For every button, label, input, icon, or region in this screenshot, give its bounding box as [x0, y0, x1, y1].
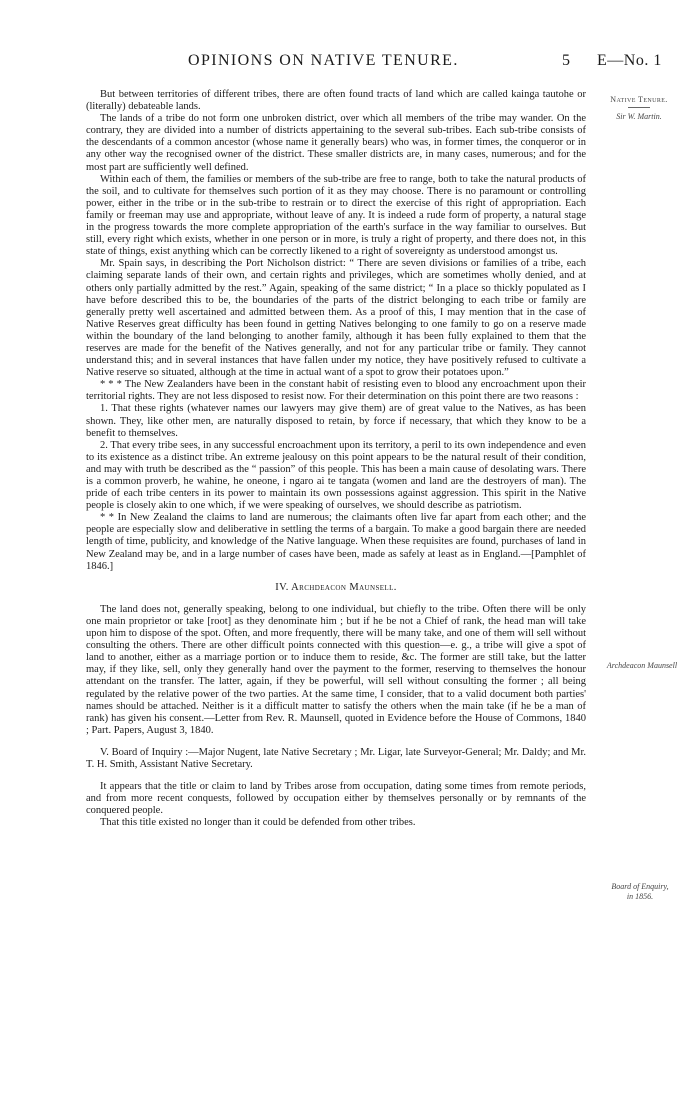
page-number: 5 [562, 52, 570, 69]
page-header [0, 52, 700, 76]
body-text [86, 89, 586, 829]
paragraph-tribal-lands: The lands of a tribe do not form one unbroken district, over which all members of the tribe may wander. On the contrary, they are divided into a number of districts appertaining to the several sub-tribes. Each sub-tribe consists of the descendants of a common ancestor (whose name it generally bears) who was, in former times, the conqueror or in any other way the recognised owner of the district. These smaller districts are, in many cases, numerous; and for the most part are sufficiently well defined. [86, 113, 586, 173]
margin-note-rule [628, 107, 650, 108]
paragraph-mr-spain: Mr. Spain says, in describing the Port Nicholson district: “ There are seven divisions or families of a tribe, each claiming separate lands of their own, and certain rights and privileges, which are sometimes wholly denied, and at others only partially admitted by the rest.” Again, speaking of the same district; “ In a place so thickly populated as I have before described this to be, the boundaries of the parts of the district belonging to each tribe or family are generally pretty well ascertained and admitted between them. As a proof of this, I may mention that in the case of Native Reserves great difficulty has been found in getting Natives belonging to one family to go on a reserve made within the boundary of the land belonging to another family, although it has been fully explained to them that the reserves are made for the benefit of the Natives generally, and not for any particular tribe or family. They cannot understand this; and in several instances that have fallen under my notice, they have positively refused to cultivate a Native reserve so situated, although at the time in actual want of a spot to grow their potatoes upon.” [86, 258, 586, 379]
paragraph-board-of-inquiry: V. Board of Inquiry :—Major Nugent, late Native Secretary ; Mr. Ligar, late Surveyor-General; Mr. Daldy; and Mr. T. H. Smith, Assistant Native Secretary. [86, 746, 586, 770]
paragraph-debateable-lands: But between territories of different tribes, there are often found tracts of land which are called kainga tautohe or (literally) debateable lands. [86, 89, 586, 113]
section-heading-maunsell: IV. Archdeacon Maunsell. [275, 581, 397, 593]
paragraph-land-claims: * * In New Zealand the claims to land are numerous; the claimants often live far apart from each other; and the people are especially slow and deliberative in settling the terms of a bargain. To make a good bargain there are needed length of time, publicity, and knowledge of the Native language. When these requisites are found, purchases of land in New Zealand may be, and in a large number of cases have been, made as safely at least as in England.—[Pamphlet of 1846.] [86, 512, 586, 572]
margin-note-native-tenure: Native Tenure. [610, 95, 668, 104]
margin-note-board-year: in 1856. [626, 892, 654, 901]
paragraph-title-defended: That this title existed no longer than it could be defended from other tribes. [100, 817, 416, 829]
paragraph-title-occupation: It appears that the title or claim to land by Tribes arose from occupation, dating some times from remote periods, and from more recent conquests, followed by occupation either by themselves personally or by remnants of the conquered people. [86, 781, 586, 817]
paragraph-reason-one: 1. That these rights (whatever names our lawyers may give them) are of great value to the Natives, as has been shown. They, like other men, are naturally disposed to retain, by force if necessary, that which they know to be a benefit to themselves. [86, 403, 586, 439]
margin-note-archdeacon-maunsell: Archdeacon Maunsell [606, 661, 678, 670]
document-reference: E—No. 1 [597, 52, 662, 69]
paragraph-maunsell-letter: The land does not, generally speaking, belong to one individual, but chiefly to the tribe. Often there will be only one main proprietor or take [root] as they denominate him ; but if he be not a Chief of rank, the head man will take upon him to dispose of the spot. Often, and more frequently, there will be many take, and one of them will sell without consulting the others. There are other difficult points connected with this question—e. g., a tribe will give a spot of land to another, either as a marriage portion or to induce them to reside, &c. The former are still take, but the latter may, if they like, sell, only they generally hand over the payment to the former, reserving to themselves the honour attendant on the transfer. The latter, again, if they be powerful, will sell without consulting the former ; all being regulated by the relative power of the two parties. At the same time, I consider, that to a valid document both parties' names should be attached. Neither is it a difficult matter to satisfy the others when the main take (if he be a man of rank) has given his consent.—Letter from Rev. R. Maunsell, quoted in Evidence before the House of Commons, 1840 ; Part. Papers, August 3, 1840. [86, 603, 586, 736]
header-title: OPINIONS ON NATIVE TENURE. [188, 52, 459, 69]
margin-note-board-of-enquiry: Board of Enquiry, [611, 882, 669, 891]
paragraph-reason-two: 2. That every tribe sees, in any successful encroachment upon its territory, a peril to its own independence and even to its existence as a distinct tribe. An extreme jealousy on this point appears to be the natural result of their condition, and may with truth be described as the “ passion” of this people. This has been a main cause of desolating wars. There is a common proverb, he wahine, he oneone, i ngaro ai te tangata (women and land are the destroyers of man). The pride of each tribe centers in its power to maintain its own possessions against aggression. This spirit in the Native people is closely akin to one which, if we were speaking of ourselves, we should describe as patriotism. [86, 439, 586, 512]
paragraph-sub-tribe-rights: Within each of them, the families or members of the sub-tribe are free to range, both to take the natural products of the soil, and to cultivate for themselves such portion of it as they may choose. There is no paramount or controlling power, either in the tribe or in the sub-tribe to restrain or to direct the exercise of this right of appropriation. Each family or freeman may use and appropriate, without leave of any. It is indeed a rude form of property, a natural stage in the progress towards the more complete appropriation of the earth's surface in the way familiar to ourselves. But still, every right which exists, whether in one person or in more, is truly a right of property, and there does not, in this state of things, exist anything which can be correctly likened to a right of sovereignty as understood amongst us. [86, 173, 586, 258]
margin-note-sir-w-martin: Sir W. Martin. [616, 112, 662, 121]
paragraph-resistance: * * * The New Zealanders have been in the constant habit of resisting even to blood any encroachment upon their territorial rights. They are not less disposed to resist now. For their determination on this point there are two reasons : [86, 379, 586, 403]
